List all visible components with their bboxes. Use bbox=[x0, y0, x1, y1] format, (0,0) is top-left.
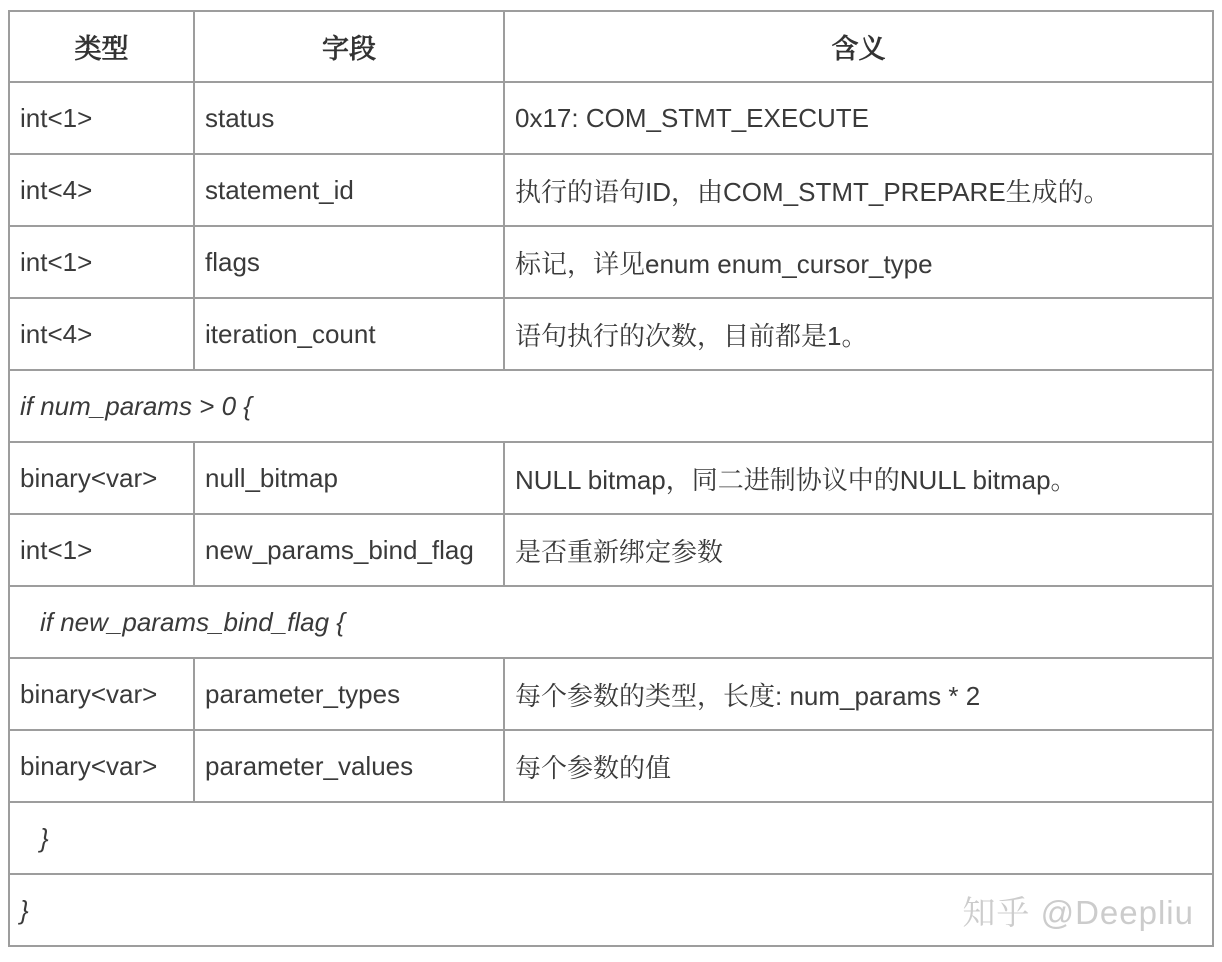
cell-field: statement_id bbox=[194, 154, 504, 226]
cell-field: null_bitmap bbox=[194, 442, 504, 514]
table-row-status bbox=[9, 82, 1213, 154]
cell-type: int<1> bbox=[9, 514, 194, 586]
cell-meaning: 标记，详见enum enum_cursor_type bbox=[504, 226, 1213, 298]
table-row-if-new-params-bind-flag bbox=[9, 586, 1213, 658]
cell-meaning: 每个参数的值 bbox=[504, 730, 1213, 802]
table-row-flags bbox=[9, 226, 1213, 298]
table-row-outer-close-brace bbox=[9, 874, 1213, 946]
table-row-new-params-bind-flag bbox=[9, 514, 1213, 586]
column-header-meaning: 含义 bbox=[504, 11, 1213, 82]
cell-field: parameter_values bbox=[194, 730, 504, 802]
cell-type: binary<var> bbox=[9, 730, 194, 802]
pseudocode-if-new-params-bind-flag: if new_params_bind_flag { bbox=[9, 586, 1213, 658]
cell-field: new_params_bind_flag bbox=[194, 514, 504, 586]
table-row-parameter-values bbox=[9, 730, 1213, 802]
pseudocode-outer-close-brace-cell bbox=[9, 874, 1213, 946]
cell-meaning: 是否重新绑定参数 bbox=[504, 514, 1213, 586]
cell-meaning: 语句执行的次数，目前都是1。 bbox=[504, 298, 1213, 370]
cell-field: iteration_count bbox=[194, 298, 504, 370]
column-header-type: 类型 bbox=[9, 11, 194, 82]
header-row bbox=[9, 11, 1213, 82]
table-row-null-bitmap bbox=[9, 442, 1213, 514]
pseudocode-inner-close-brace: } bbox=[9, 802, 1213, 874]
cell-meaning: 执行的语句ID，由COM_STMT_PREPARE生成的。 bbox=[504, 154, 1213, 226]
protocol-spec-table bbox=[8, 10, 1214, 947]
cell-field: parameter_types bbox=[194, 658, 504, 730]
pseudocode-outer-close-brace: } bbox=[20, 894, 29, 925]
cell-type: int<4> bbox=[9, 154, 194, 226]
column-header-field: 字段 bbox=[194, 11, 504, 82]
cell-type: int<1> bbox=[9, 226, 194, 298]
table-row-statement-id bbox=[9, 154, 1213, 226]
table-row-iteration-count bbox=[9, 298, 1213, 370]
table-row-if-num-params bbox=[9, 370, 1213, 442]
cell-meaning: 每个参数的类型，长度: num_params * 2 bbox=[504, 658, 1213, 730]
cell-meaning: 0x17: COM_STMT_EXECUTE bbox=[504, 82, 1213, 154]
watermark-zhihu-deepliu: 知乎 @Deepliu bbox=[962, 893, 1194, 931]
cell-field: flags bbox=[194, 226, 504, 298]
table-row-parameter-types bbox=[9, 658, 1213, 730]
cell-type: binary<var> bbox=[9, 658, 194, 730]
cell-type: int<4> bbox=[9, 298, 194, 370]
cell-type: binary<var> bbox=[9, 442, 194, 514]
pseudocode-if-num-params: if num_params > 0 { bbox=[9, 370, 1213, 442]
cell-type: int<1> bbox=[9, 82, 194, 154]
cell-meaning: NULL bitmap，同二进制协议中的NULL bitmap。 bbox=[504, 442, 1213, 514]
cell-field: status bbox=[194, 82, 504, 154]
table-row-inner-close-brace bbox=[9, 802, 1213, 874]
